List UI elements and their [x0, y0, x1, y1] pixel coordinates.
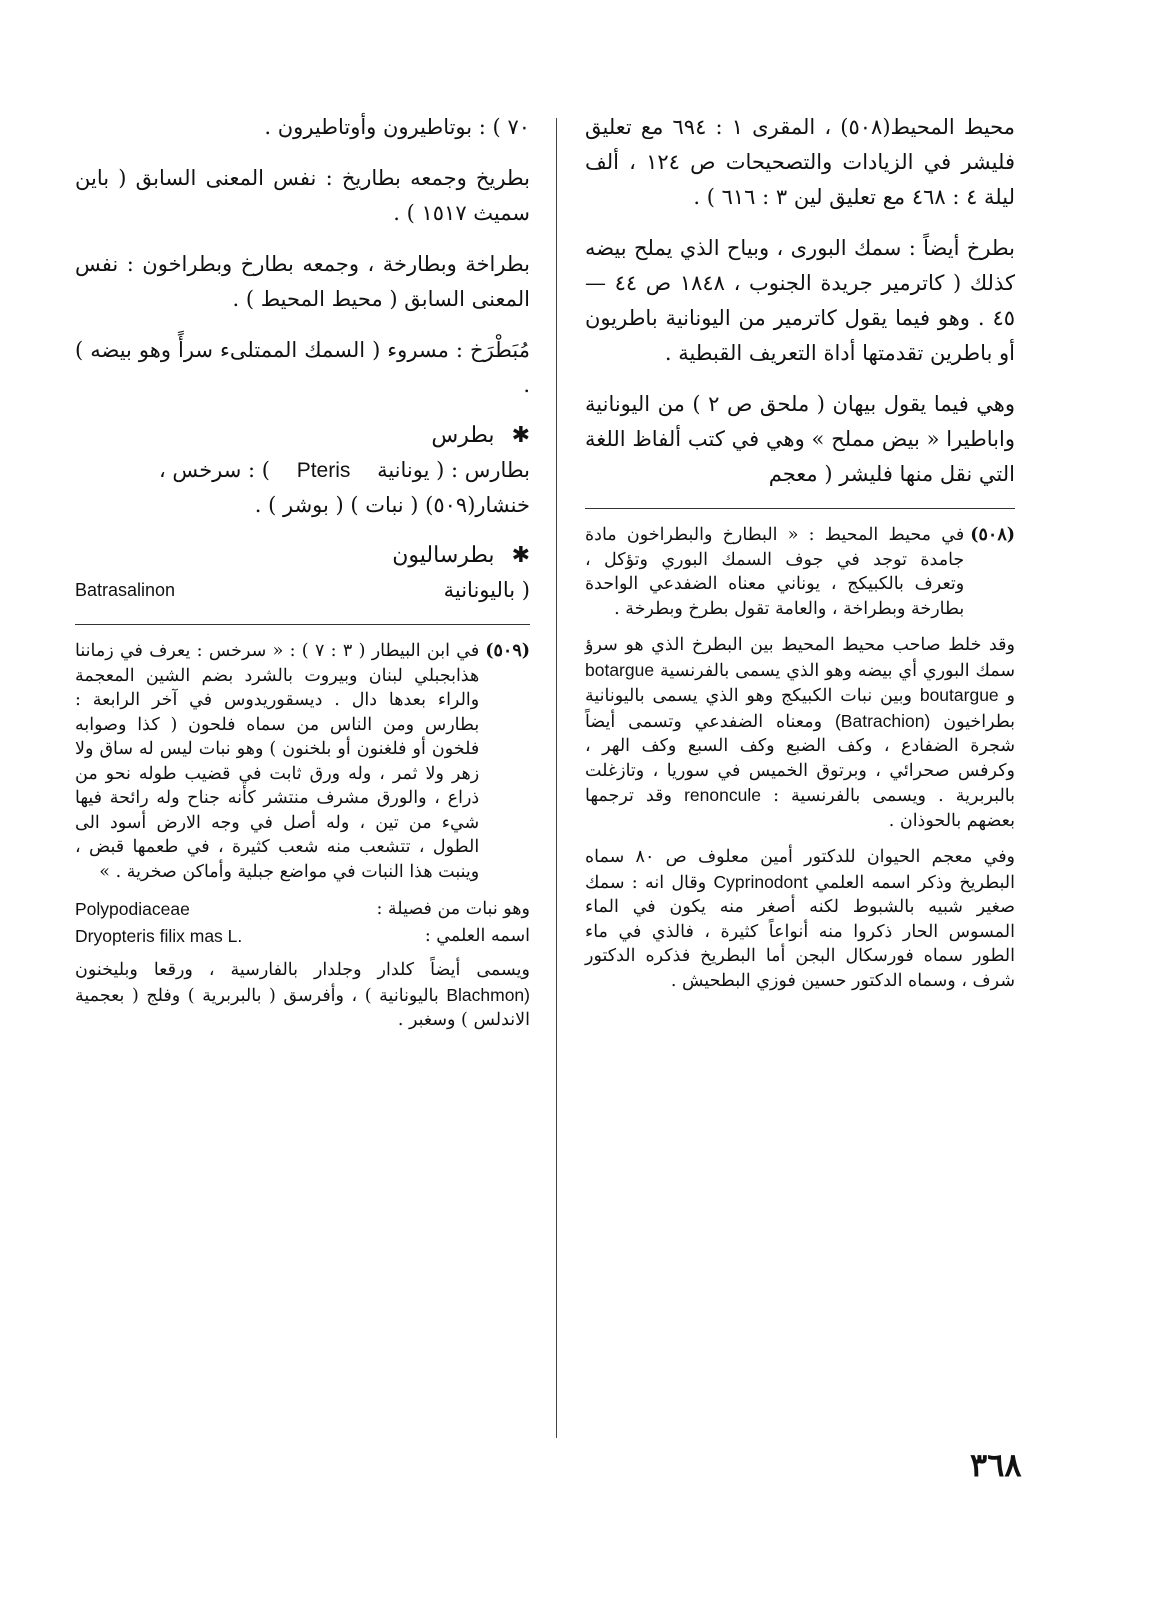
footnote-509 — [75, 639, 530, 884]
entry-title: بطرساليون — [392, 543, 495, 568]
footnote-text: ورقعا وبليخنون — [75, 960, 193, 980]
latin-term: Dryopteris filix mas L. — [75, 926, 243, 946]
classification-label: اسمه العلمي : — [424, 926, 530, 946]
entry-line — [75, 573, 530, 608]
asterisk-icon: ✱ — [511, 423, 530, 448]
footnote-number: (٥٠٨) — [970, 525, 1015, 545]
entry-heading — [75, 539, 530, 573]
paragraph: بطريخ وجمعه بطاريخ : نفس المعنى السابق ( باين سميث ١٥١٧ ) . — [75, 166, 530, 225]
paragraph: محيط المحيط(٥٠٨) ، المقرى ١ : ٦٩٤ مع تعليق فليشر في الزيادات والتصحيحات ص ١٢٤ ، ألف ليلة ٤ : ٤٦٨ مع تعليق لين ٣ : ٦١٦ ) . — [585, 115, 1015, 209]
footnote-text: وفي معجم الحيوان للدكتور أمين معلوف ص ٨٠ سماه البطريخ وذكر اسمه العلمي — [585, 847, 1016, 893]
latin-term: renoncule — [684, 785, 761, 805]
footnote-text: في محيط المحيط : « البطارخ والبطراخون مادة جامدة توجد في جوف السمك البوري وتؤكل ، وتعرف بالكبيكج ، يوناني معناه الضفدعي الواحدة بطارخة وبطراخة ، والعامة تقول بطرخ وبطرخة . — [585, 525, 965, 619]
latin-term: Cyprinodont — [713, 871, 808, 892]
latin-term: boutargue — [919, 685, 999, 705]
footnote-number: (٥٠٩) — [485, 641, 530, 661]
footnote-separator — [75, 624, 530, 625]
footnote-text: ويسمى أيضاً كلدار وجلدار بالفارسية ، — [208, 960, 530, 980]
footnote-paragraph — [585, 633, 1015, 833]
footnote-text: وقال انه : سمك صغير شبيه بالشبوط لكنه أصغر منه يكون في الماء المسوس الحار ذكروا منه أنواعاً كثيرة ، فالذي في ماء الطور سماه فورسكال البجن أما البطريخ فذكره الدكتور شرف ، وسماه الدكتور حسين فوزي البطحيش . — [585, 872, 1015, 991]
paragraph: بطرخ أيضاً : سمك البورى ، وبياح الذي يملح بيضه كذلك ( كاترمير جريدة الجنوب ، ١٨٤٨ ص ٤٤ — ٤٥ . وهو فيما يقول كاترمير من اليونانية باطريون أو باطرين تقدمتها أداة التعريف القبطية . — [585, 236, 1015, 365]
asterisk-icon: ✱ — [511, 543, 530, 568]
classification-row — [75, 896, 530, 923]
entry-text: ( باليونانية — [443, 578, 530, 602]
footnote-508 — [585, 523, 1015, 621]
conjunction: و — [1006, 686, 1015, 706]
classification-label: وهو نبات من فصيلة : — [376, 899, 530, 919]
entry-title: بطرس — [431, 423, 495, 448]
classification-row — [75, 923, 530, 950]
entry-text: بطارس : ( يونانية — [377, 458, 530, 482]
footnote-text: ومعناه الضفدعي وتسمى أيضاً شجرة الضفادع ، وكف الضبع وكف السبع وكف الهر ، وكرفس صحرائي ، وبرتوق الخميس في سوريا ، وتازغلت بالبربرية . ويسمى بالفرنسية : — [585, 711, 1015, 806]
paragraph: وهي فيما يقول بيهان ( ملحق ص ٢ ) من اليونانية واباطيرا « بيض مملح » وهي في كتب ألفاظ اللغة التي نقل منها فليشر ( معجم — [585, 392, 1016, 486]
left-column — [75, 110, 530, 1045]
latin-term: Pteris — [296, 459, 351, 482]
footnote-text: وبين نبات الكبيكج وهو الذي يسمى باليونانية بطراخيون — [585, 686, 1015, 732]
latin-term: (Batrachion) — [834, 710, 931, 731]
entry-text: ) : سرخس ، — [158, 458, 270, 482]
entry-line: خنشار(٥٠٩) ( نبات ) ( بوشر ) . — [254, 493, 530, 517]
right-column — [585, 110, 1015, 1005]
entry-heading — [75, 419, 530, 453]
footnote-separator — [585, 508, 1015, 509]
latin-term: Batrasalinon — [75, 580, 176, 600]
paragraph: ٧٠ ) : بوتاطيرون وأوتاطيرون . — [264, 115, 530, 139]
footnote-text: وقد خلط صاحب محيط المحيط بين البطرخ الذي هو سرؤ سمك البوري أي بيضه وهو الذي يسمى بالفرنسية — [585, 635, 1015, 681]
paragraph: بطراخة وبطارخة ، وجمعه بطارخ وبطراخون : نفس المعنى السابق ( محيط المحيط ) . — [75, 252, 530, 311]
entry-batrasalion — [75, 539, 530, 608]
latin-term: Blachmon) — [446, 984, 530, 1005]
footnote-paragraph — [585, 845, 1015, 993]
footnote-paragraph — [75, 958, 530, 1033]
latin-term: Polypodiaceae — [75, 899, 190, 919]
latin-term: botargue — [585, 659, 655, 680]
entry-batras — [75, 419, 530, 523]
footnote-text: وقد ترجمها بعضهم بالحوذان . — [585, 786, 1015, 831]
footnote-text: في ابن البيطار ( ٣ : ٧ ) : « سرخس : يعرف في زماننا هذابجبلي لبنان وبيروت بالشرد بضم الشين المعجمة والراء بعدها دال . ديسقوريدوس في آخر الرابعة : بطارس ومن الناس من سماه فلحون ( كذا وصوابه فلخون أو فلغنون أو بلخنون ) وهو نبات ليس له ساق ولا زهر ولا ثمر ، وله ورق ثابت في قضيب طوله نحو من ذراع ، والورق مشرف منتشر كأنه جناح وله رائحة فيها شيء من تين ، وله أصل في وجه الارض أسود الى الطول ، تتشعب منه شعب كثيرة ، في طعمها قبض ، وينبت هذا النبات في مواضع جبلية وأماكن صخرية . » — [75, 641, 480, 882]
page-number: ٣٦٨ — [970, 1446, 1022, 1484]
footnote-text: باليونانية ) ، وأفرسق ( بالبربرية ) وفلج ( بعجمية الاندلس ) وسغبر . — [75, 985, 530, 1030]
entry-line — [75, 453, 530, 488]
paragraph: مُبَطْرَخ : مسروء ( السمك الممتلىء سرأً وهو بيضه ) . — [75, 338, 530, 397]
column-divider — [556, 118, 557, 1438]
